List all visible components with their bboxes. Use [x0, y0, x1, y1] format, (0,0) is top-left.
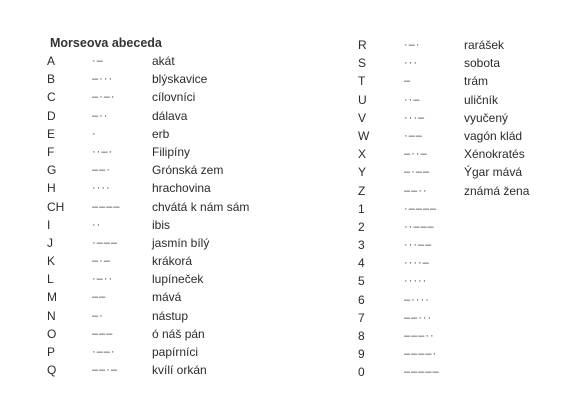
letter: 5: [358, 274, 365, 289]
letter: R: [358, 38, 367, 52]
mnemonic-word: trám: [464, 74, 488, 89]
mnemonic-word: mává: [152, 290, 182, 305]
letter: P: [47, 345, 56, 359]
morse-code: –····: [404, 293, 430, 306]
letter: T: [358, 74, 366, 89]
letter: B: [47, 72, 56, 87]
mnemonic-word: uličník: [464, 92, 499, 107]
mnemonic-word: kvílí orkán: [152, 363, 207, 378]
morse-code: ––: [92, 291, 107, 304]
morse-code: ·–: [92, 55, 104, 67]
morse-code: –·: [92, 309, 104, 322]
morse-code: ·–··: [92, 273, 114, 286]
letter: Y: [358, 165, 367, 180]
morse-code: ·––: [404, 129, 423, 142]
letter: U: [358, 92, 367, 107]
letter: J: [47, 235, 53, 250]
morse-code: ––·: [92, 164, 111, 177]
morse-code: –––: [92, 327, 114, 340]
letter: 7: [358, 310, 365, 325]
mnemonic-word: vagón klád: [464, 128, 523, 143]
morse-code: –·––: [404, 166, 431, 179]
letter: 9: [358, 347, 365, 362]
letter: L: [47, 272, 54, 287]
letter: A: [47, 54, 56, 68]
morse-code: –––··: [404, 330, 435, 342]
mnemonic-word: cílovníci: [152, 90, 196, 105]
letter: H: [47, 181, 56, 196]
morse-code: –·–·: [92, 91, 116, 104]
mnemonic-word: ibis: [152, 217, 171, 232]
letter: W: [358, 128, 370, 143]
letter: X: [358, 147, 367, 162]
mnemonic-word: Filipíny: [152, 144, 191, 159]
morse-code: ––·–: [92, 364, 119, 377]
morse-code: ···: [404, 57, 418, 70]
page-title: Morseova abeceda: [50, 36, 162, 50]
morse-code: ––··: [404, 184, 428, 197]
mnemonic-word: krákorá: [152, 254, 193, 269]
morse-code: –––––: [404, 366, 440, 379]
mnemonic-word: akát: [152, 54, 175, 68]
letter: Q: [47, 363, 57, 378]
morse-code: –··: [92, 109, 109, 122]
morse-code: ···–: [404, 111, 426, 124]
letter: D: [47, 108, 56, 123]
letter: 0: [358, 365, 365, 380]
letter: E: [47, 126, 56, 141]
mnemonic-word: sobota: [464, 56, 501, 71]
letter: M: [47, 290, 57, 305]
morse-code: ·: [92, 127, 97, 140]
morse-code: –··–: [404, 148, 428, 161]
morse-code: –···: [92, 73, 114, 86]
mnemonic-word: hrachovina: [152, 181, 211, 196]
mnemonic-word: lupíneček: [152, 272, 204, 287]
morse-code: –·–: [92, 255, 111, 268]
morse-code: ··–––: [404, 220, 435, 233]
morse-code: ·····: [404, 275, 428, 288]
letter: 6: [358, 292, 365, 307]
letter: 1: [358, 201, 365, 216]
morse-code: ····: [92, 182, 111, 195]
morse-code: ––––: [92, 200, 121, 213]
letter: O: [47, 326, 57, 341]
morse-code: ––···: [404, 311, 433, 324]
letter: C: [47, 90, 56, 105]
morse-code: ····–: [404, 257, 430, 270]
letter: V: [358, 110, 367, 125]
morse-code: ···––: [404, 239, 433, 252]
morse-code: ··: [92, 218, 102, 231]
mnemonic-word: chvátá k nám sám: [152, 199, 250, 214]
letter: F: [47, 144, 55, 159]
mnemonic-word: známá žena: [464, 183, 530, 198]
morse-code: ·–––: [92, 236, 119, 249]
letter: CH: [47, 199, 65, 214]
morse-code: ··–: [404, 93, 421, 106]
letter: G: [47, 163, 57, 178]
letter: K: [47, 254, 56, 269]
mnemonic-word: rarášek: [464, 38, 505, 52]
morse-code: ··–·: [92, 145, 114, 158]
letter: 4: [358, 256, 365, 271]
mnemonic-word: jasmín bílý: [152, 235, 210, 250]
mnemonic-word: dálava: [152, 108, 188, 123]
letter: 2: [358, 219, 365, 234]
mnemonic-word: Grónská zem: [152, 163, 224, 178]
letter: S: [358, 56, 367, 71]
mnemonic-word: vyučený: [464, 110, 509, 125]
letter: I: [47, 217, 51, 232]
morse-code: ·––·: [92, 346, 116, 358]
mnemonic-word: erb: [152, 126, 170, 141]
mnemonic-word: nástup: [152, 308, 189, 323]
mnemonic-word: ó náš pán: [152, 326, 205, 341]
letter: 8: [358, 329, 365, 343]
letter: Z: [358, 183, 366, 198]
mnemonic-word: Ýgar mává: [464, 165, 523, 180]
mnemonic-word: Xénokratés: [464, 147, 525, 162]
morse-code: –: [404, 75, 412, 88]
morse-code: ·–·: [404, 39, 421, 51]
morse-code: ––––·: [404, 348, 438, 361]
mnemonic-word: blýskavice: [152, 72, 208, 87]
letter: 3: [358, 238, 365, 253]
mnemonic-word: papírníci: [152, 345, 199, 359]
letter: N: [47, 308, 56, 323]
morse-code: ·––––: [404, 202, 438, 215]
